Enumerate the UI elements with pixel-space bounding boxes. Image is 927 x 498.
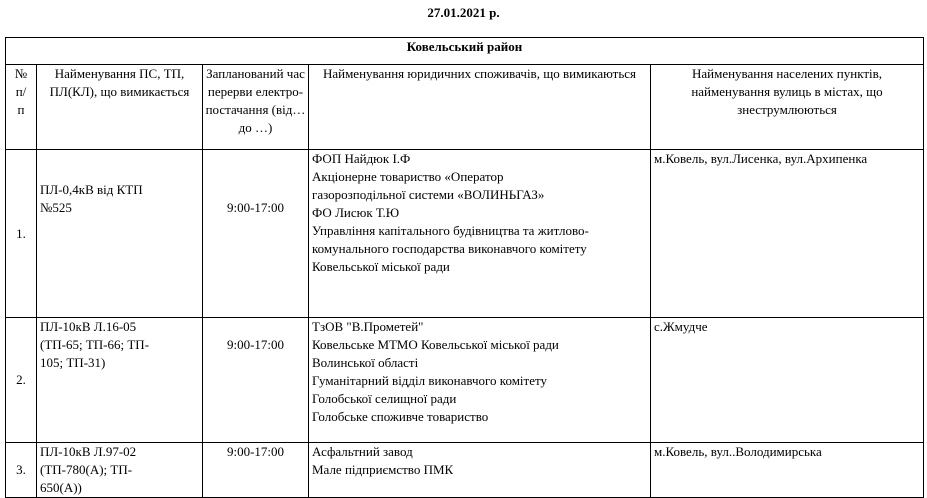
locations-cell: м.Ковель, вул..Володимирська bbox=[651, 443, 924, 498]
consumer-text: Голобське споживче товариство bbox=[312, 409, 489, 424]
consumer-text: Волинської області bbox=[312, 355, 419, 370]
outage-schedule-table bbox=[5, 37, 924, 498]
time-cell: 9:00-17:00 bbox=[203, 318, 309, 443]
row-number: 3. bbox=[6, 443, 37, 498]
line-text: 650(А)) bbox=[40, 480, 82, 495]
header-row bbox=[6, 65, 924, 150]
consumer-text: Мале підприємство ПМК bbox=[312, 462, 454, 477]
time-cell: 9:00-17:00 bbox=[203, 443, 309, 498]
consumer-text: Гуманітарний відділ виконавчого комітету bbox=[312, 373, 548, 388]
line-text: (ТП-65; ТП-66; ТП- bbox=[40, 337, 150, 352]
header-locations: Найменування населених пунктів, найменування вулиць в містах, що знеструмлюються bbox=[651, 65, 924, 150]
line-text: ПЛ-10кВ Л.97-02 bbox=[40, 444, 137, 459]
consumer-text: комунального господарства виконавчого комітету bbox=[312, 241, 587, 256]
line-cell bbox=[37, 150, 203, 318]
time-cell: 9:00-17:00 bbox=[203, 150, 309, 318]
row-number: 1. bbox=[6, 150, 37, 318]
document-date: 27.01.2021 р. bbox=[427, 5, 500, 20]
consumer-text: ТзОВ "В.Прометей" bbox=[312, 319, 424, 334]
consumers-cell bbox=[309, 318, 651, 443]
consumer-text: Голобської селищної ради bbox=[312, 391, 457, 406]
consumer-text: ФО Лисюк Т.Ю bbox=[312, 205, 400, 220]
consumer-text: Асфальтний завод bbox=[312, 444, 413, 459]
table-row bbox=[6, 150, 924, 318]
header-time: Запланований час перерви електро-постачання (від… до …) bbox=[203, 65, 309, 150]
line-text: (ТП-780(А); ТП- bbox=[40, 462, 133, 477]
consumer-text: Ковельської міської ради bbox=[312, 259, 450, 274]
table-row bbox=[6, 318, 924, 443]
locations-cell: м.Ковель, вул.Лисенка, вул.Архипенка bbox=[651, 150, 924, 318]
consumer-text: ФОП Найдюк І.Ф bbox=[312, 151, 411, 166]
header-consumers: Найменування юридичних споживачів, що вимикаються bbox=[309, 65, 651, 150]
region-row bbox=[6, 38, 924, 65]
consumers-cell bbox=[309, 443, 651, 498]
consumers-cell bbox=[309, 150, 651, 318]
consumer-text: Акціонерне товариство «Оператор bbox=[312, 169, 504, 184]
header-num: № п/ п bbox=[6, 65, 37, 150]
line-text: ПЛ-10кВ Л.16-05 bbox=[40, 319, 137, 334]
locations-cell: с.Жмудче bbox=[651, 318, 924, 443]
region-title: Ковельський район bbox=[6, 38, 924, 65]
row-number: 2. bbox=[6, 318, 37, 443]
line-text: №525 bbox=[40, 200, 72, 215]
header-line: Найменування ПС, ТП, ПЛ(КЛ), що вимикається bbox=[37, 65, 203, 150]
line-text: ПЛ-0,4кВ від КТП bbox=[40, 182, 143, 197]
line-text: 105; ТП-31) bbox=[40, 355, 106, 370]
table-row bbox=[6, 443, 924, 498]
consumer-text: Управління капітального будівництва та житлово- bbox=[312, 223, 589, 238]
consumer-text: газорозподільної системи «ВОЛИНЬГАЗ» bbox=[312, 187, 545, 202]
line-cell bbox=[37, 318, 203, 443]
consumer-text: Ковельське МТМО Ковельської міської ради bbox=[312, 337, 559, 352]
line-cell bbox=[37, 443, 203, 498]
